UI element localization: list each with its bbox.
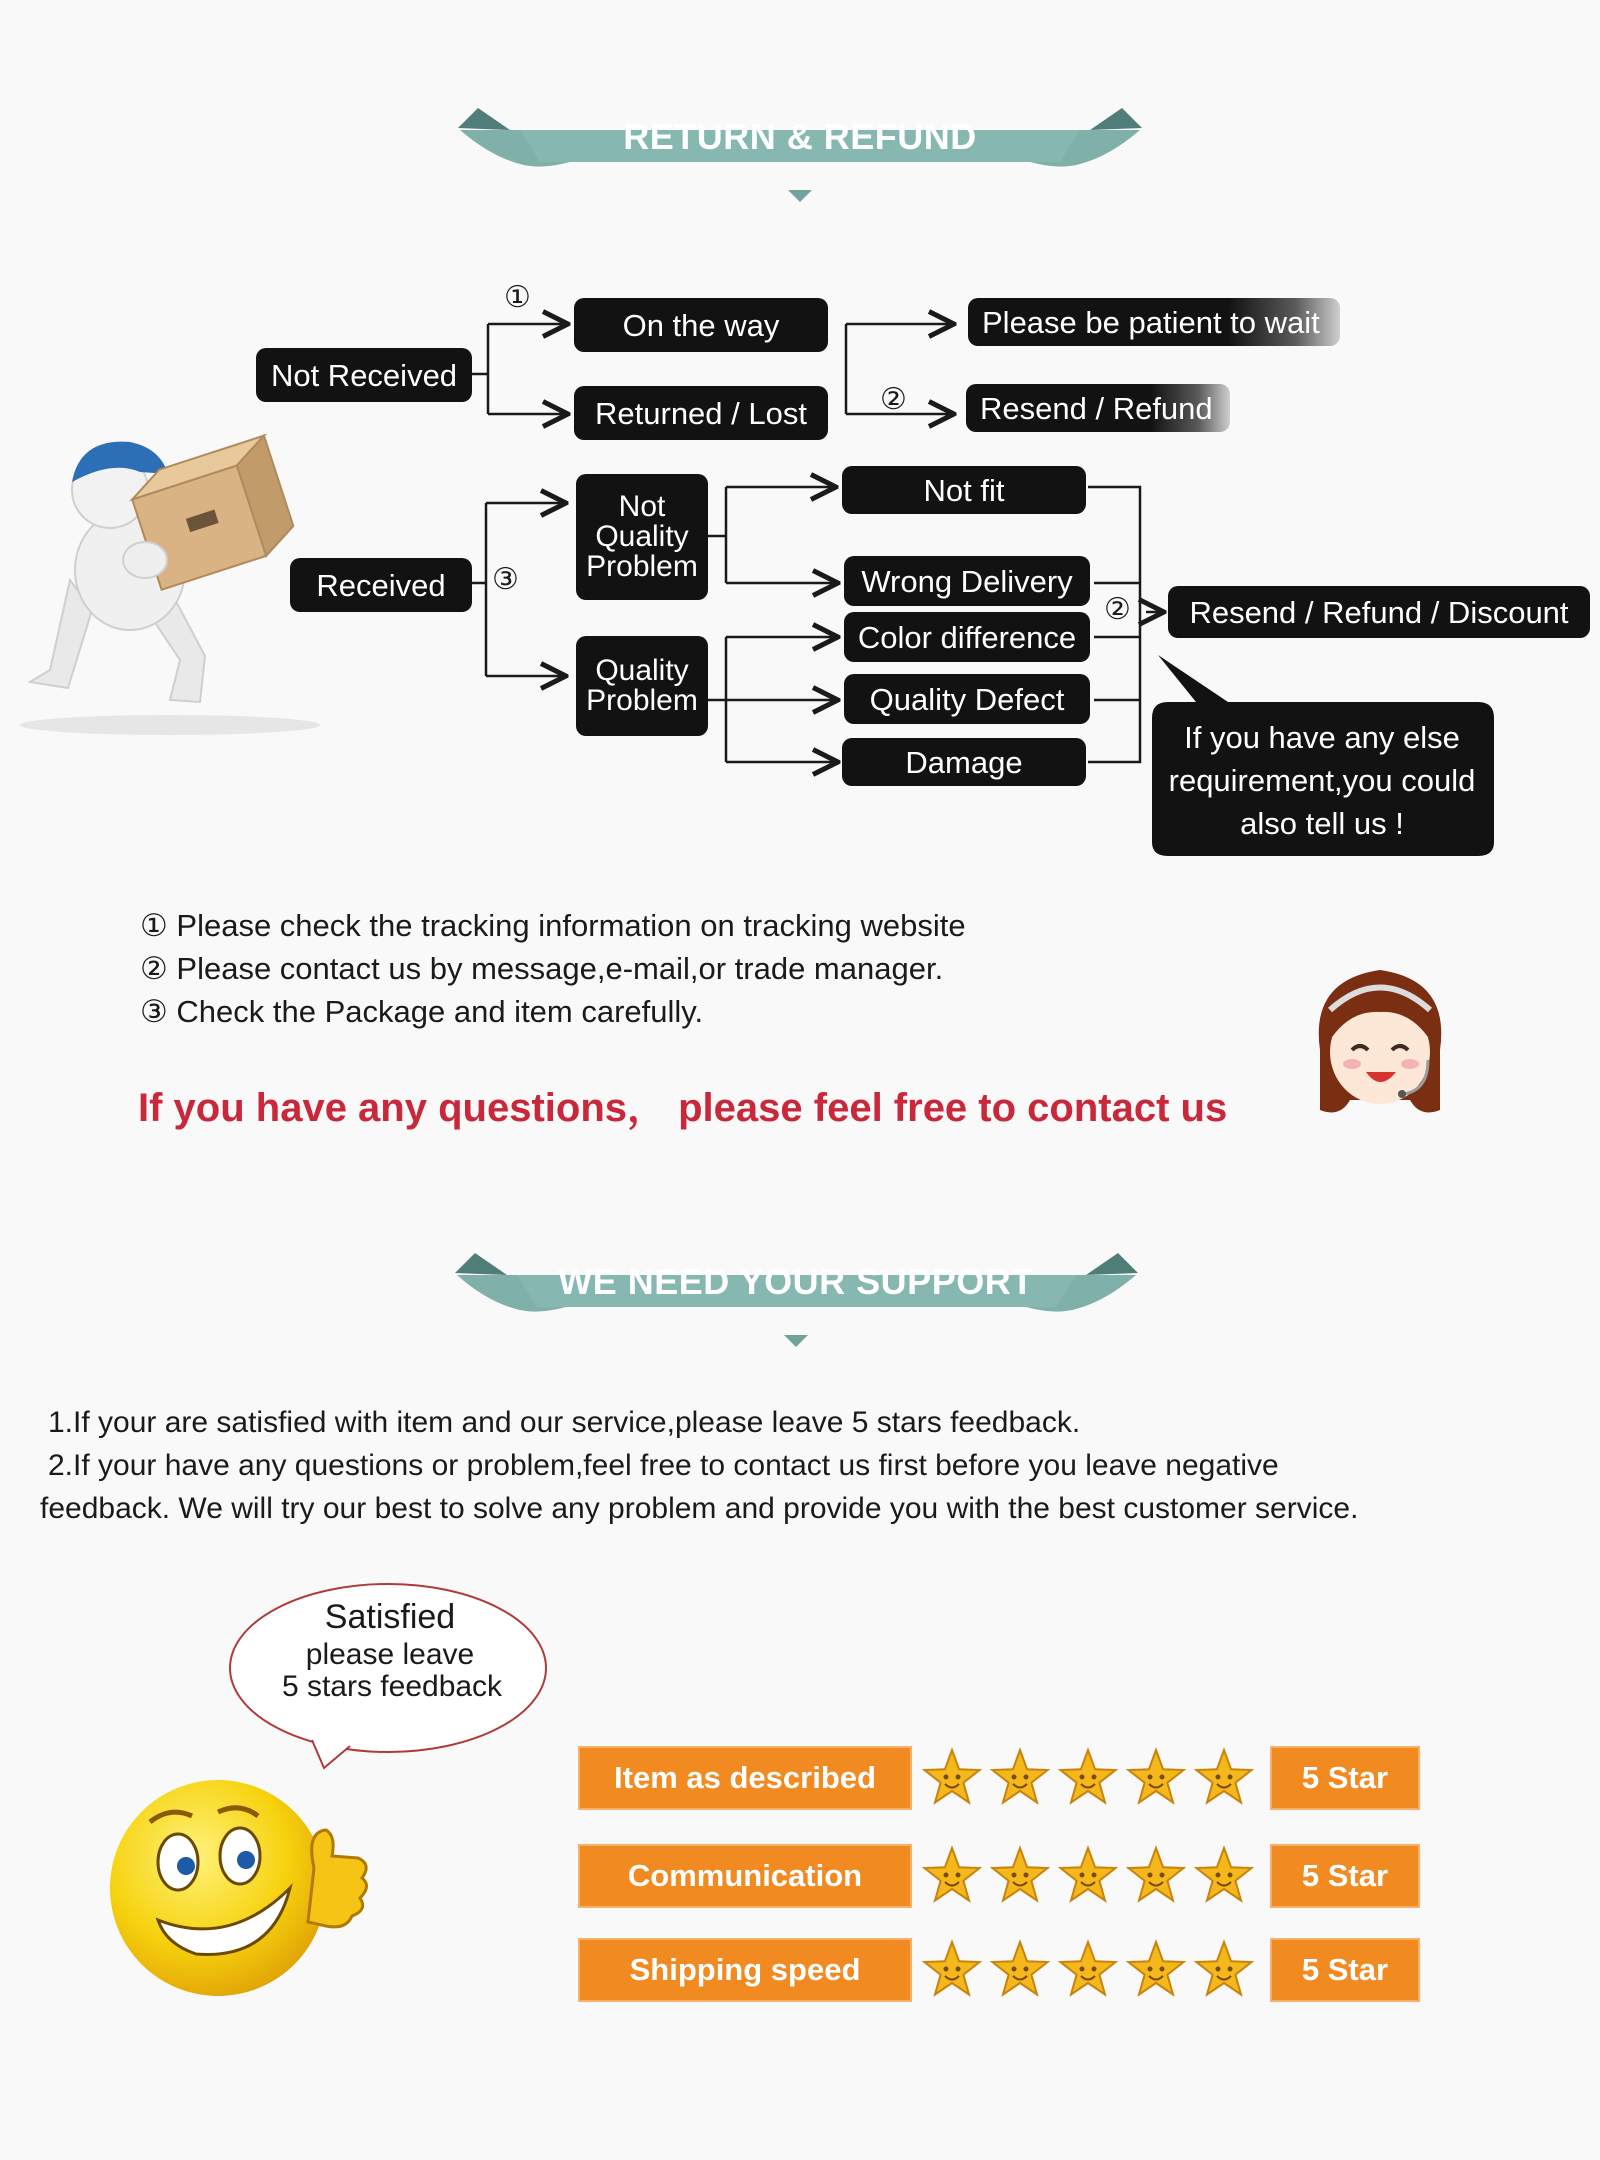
marker-2-top: ② bbox=[880, 383, 907, 416]
support-line-3: feedback. We will try our best to solve any problem and provide you with the best customer service. bbox=[40, 1492, 1359, 1525]
support-line-2: 2.If your have any questions or problem,feel free to contact us first before you leave negative bbox=[48, 1449, 1279, 1482]
note-3: ③ Check the Package and item carefully. bbox=[140, 994, 704, 1029]
star-icon bbox=[922, 1845, 982, 1905]
rating-value: 5 Star bbox=[1270, 1746, 1420, 1810]
node-quality-defect: Quality Defect bbox=[844, 674, 1090, 724]
rating-label: Item as described bbox=[578, 1746, 912, 1810]
marker-2-right: ② bbox=[1104, 593, 1131, 626]
node-returned-lost: Returned / Lost bbox=[574, 386, 828, 440]
star-icon bbox=[922, 1747, 982, 1807]
satisfied-title: Satisfied bbox=[324, 1598, 456, 1636]
customer-service-avatar bbox=[1300, 960, 1460, 1130]
contact-us-line: If you have any questions， please feel free to contact us bbox=[138, 1086, 1228, 1130]
node-quality-problem: Quality Problem bbox=[576, 636, 708, 736]
star-icon bbox=[1058, 1845, 1118, 1905]
star-icon bbox=[1058, 1747, 1118, 1807]
else-requirement-text: If you have any else requirement,you could also tell us ! bbox=[1168, 720, 1476, 841]
node-on-the-way: On the way bbox=[574, 298, 828, 352]
rating-label: Shipping speed bbox=[578, 1938, 912, 2002]
star-icon bbox=[990, 1845, 1050, 1905]
satisfied-line-1: please leave bbox=[305, 1638, 475, 1671]
section-title-support: WE NEED YOUR SUPPORT bbox=[558, 1261, 1034, 1302]
node-damage: Damage bbox=[842, 738, 1086, 786]
rating-value: 5 Star bbox=[1270, 1844, 1420, 1908]
node-not-fit: Not fit bbox=[842, 466, 1086, 514]
node-please-wait: Please be patient to wait bbox=[968, 298, 1340, 346]
node-not-received: Not Received bbox=[256, 348, 472, 402]
support-line-1: 1.If your are satisfied with item and our service,please leave 5 stars feedback. bbox=[48, 1406, 1081, 1439]
star-icon bbox=[990, 1747, 1050, 1807]
smiley-thumbs-up-icon bbox=[100, 1770, 390, 2000]
section-title-return-refund: RETURN & REFUND bbox=[623, 116, 977, 157]
node-received: Received bbox=[290, 558, 472, 612]
star-icon bbox=[1058, 1939, 1118, 1999]
note-1: ① Please check the tracking information on tracking website bbox=[140, 908, 966, 943]
star-icon bbox=[1126, 1845, 1186, 1905]
star-icon bbox=[990, 1939, 1050, 1999]
note-2: ② Please contact us by message,e-mail,or trade manager. bbox=[140, 951, 944, 986]
star-icon bbox=[1126, 1747, 1186, 1807]
node-resend-refund: Resend / Refund bbox=[966, 384, 1230, 432]
star-icon bbox=[1194, 1747, 1254, 1807]
rating-value: 5 Star bbox=[1270, 1938, 1420, 2002]
rating-label: Communication bbox=[578, 1844, 912, 1908]
star-icon bbox=[1126, 1939, 1186, 1999]
node-resend-refund-discount: Resend / Refund / Discount bbox=[1168, 586, 1590, 638]
node-wrong-delivery: Wrong Delivery bbox=[844, 556, 1090, 606]
node-not-quality-problem: Not Quality Problem bbox=[576, 474, 708, 600]
star-icon bbox=[922, 1939, 982, 1999]
star-icon bbox=[1194, 1939, 1254, 1999]
satisfied-line-2: 5 stars feedback bbox=[281, 1670, 503, 1703]
star-icon bbox=[1194, 1845, 1254, 1905]
node-color-difference: Color difference bbox=[844, 612, 1090, 662]
marker-3: ③ bbox=[492, 563, 519, 596]
marker-1: ① bbox=[504, 281, 531, 314]
